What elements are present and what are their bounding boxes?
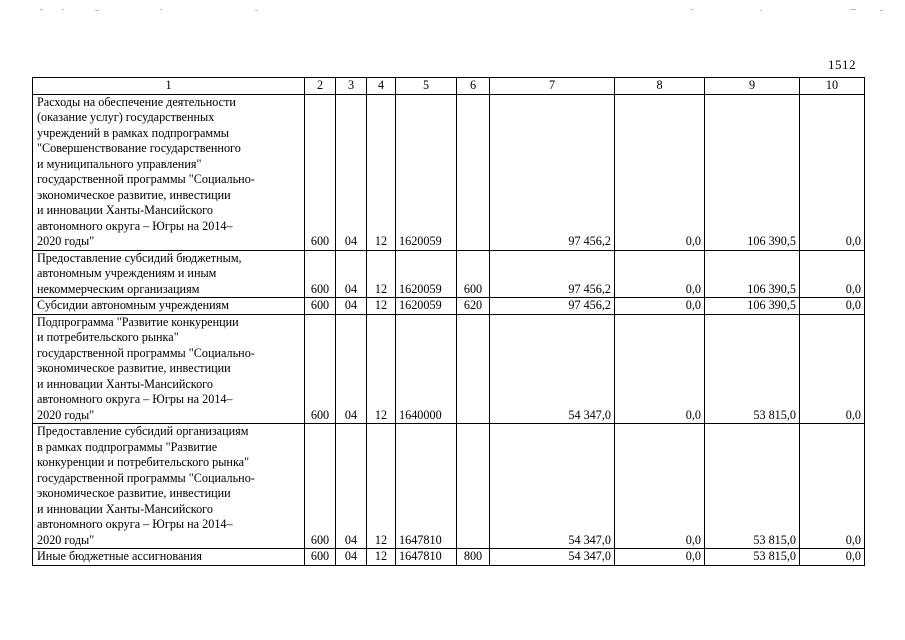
cell-section: 04 — [336, 250, 367, 298]
cell-amount: 0,0 — [800, 424, 865, 549]
column-header: 10 — [800, 78, 865, 95]
description-line: государственной программы "Социально- — [37, 345, 255, 360]
cell-amount: 54 347,0 — [490, 549, 615, 566]
cell-subsection: 12 — [367, 298, 396, 315]
cell-amount: 53 815,0 — [705, 549, 800, 566]
description-line: 2020 годы" — [37, 234, 95, 248]
cell-description — [33, 424, 305, 549]
cell-admin-code: 600 — [305, 250, 336, 298]
cell-expense-type: 620 — [457, 298, 490, 315]
description-line: Субсидии автономным учреждениям — [37, 298, 229, 312]
cell-admin-code: 600 — [305, 94, 336, 250]
cell-section: 04 — [336, 424, 367, 549]
column-header: 9 — [705, 78, 800, 95]
cell-description — [33, 298, 305, 315]
description-line: конкуренции и потребительского рынка" — [37, 455, 250, 469]
cell-admin-code: 600 — [305, 424, 336, 549]
cell-subsection: 12 — [367, 94, 396, 250]
column-header: 1 — [33, 78, 305, 95]
cell-target-article: 1620059 — [396, 250, 457, 298]
cell-amount: 97 456,2 — [490, 94, 615, 250]
cell-expense-type — [457, 424, 490, 549]
description-line: автономного округа – Югры на 2014– — [37, 218, 233, 233]
cell-amount: 106 390,5 — [705, 94, 800, 250]
cell-amount: 0,0 — [800, 549, 865, 566]
cell-description — [33, 549, 305, 566]
cell-expense-type — [457, 314, 490, 424]
description-line: Иные бюджетные ассигнования — [37, 549, 203, 563]
description-line: государственной программы "Социально- — [37, 470, 255, 485]
description-line: автономного округа – Югры на 2014– — [37, 392, 233, 406]
cell-admin-code: 600 — [305, 549, 336, 566]
description-line: и инновации Ханты-Мансийского — [37, 376, 213, 391]
description-line: в рамках подпрограммы "Развитие — [37, 439, 218, 454]
column-header: 3 — [336, 78, 367, 95]
description-line: "Совершенствование государственного — [37, 141, 241, 155]
column-header: 7 — [490, 78, 615, 95]
description-line: экономическое развитие, инвестиции — [37, 361, 231, 375]
cell-amount: 106 390,5 — [705, 298, 800, 315]
description-line: автономного округа – Югры на 2014– — [37, 517, 233, 531]
cell-amount: 54 347,0 — [490, 314, 615, 424]
column-header: 4 — [367, 78, 396, 95]
table-row — [33, 424, 865, 549]
column-header: 8 — [615, 78, 705, 95]
cell-expense-type: 800 — [457, 549, 490, 566]
description-line: и муниципального управления" — [37, 156, 202, 171]
table-row — [33, 298, 865, 315]
description-line: Предоставление субсидий бюджетным, — [37, 250, 242, 265]
cell-amount: 97 456,2 — [490, 298, 615, 315]
description-line: 2020 годы" — [37, 407, 95, 422]
description-line: 2020 годы" — [37, 532, 95, 547]
description-line: учреждений в рамках подпрограммы — [37, 125, 229, 140]
cell-expense-type — [457, 94, 490, 250]
cell-amount: 0,0 — [615, 250, 705, 298]
cell-section: 04 — [336, 298, 367, 315]
description-line: некоммерческим организациям — [37, 281, 200, 296]
description-line: (оказание услуг) государственных — [37, 110, 215, 124]
cell-amount: 0,0 — [615, 94, 705, 250]
cell-admin-code: 600 — [305, 298, 336, 315]
cell-admin-code: 600 — [305, 314, 336, 424]
description-line: экономическое развитие, инвестиции — [37, 187, 231, 202]
cell-amount: 97 456,2 — [490, 250, 615, 298]
cell-description — [33, 314, 305, 424]
table-row — [33, 549, 865, 566]
cell-target-article: 1620059 — [396, 94, 457, 250]
budget-table — [32, 77, 865, 566]
cell-target-article: 1620059 — [396, 298, 457, 315]
cell-target-article: 1647810 — [396, 424, 457, 549]
scan-noise — [0, 8, 905, 12]
table-row — [33, 250, 865, 298]
description-line: и инновации Ханты-Мансийского — [37, 203, 213, 217]
description-line: Подпрограмма "Развитие конкуренции — [37, 314, 239, 329]
cell-amount: 53 815,0 — [705, 424, 800, 549]
description-line: Предоставление субсидий организациям — [37, 424, 249, 438]
description-line: государственной программы "Социально- — [37, 172, 255, 186]
cell-amount: 106 390,5 — [705, 250, 800, 298]
cell-amount: 0,0 — [800, 298, 865, 315]
cell-amount: 0,0 — [800, 94, 865, 250]
cell-amount: 0,0 — [800, 314, 865, 424]
cell-description — [33, 94, 305, 250]
description-line: автономным учреждениям и иным — [37, 266, 217, 280]
description-line: и инновации Ханты-Мансийского — [37, 501, 213, 516]
description-line: экономическое развитие, инвестиции — [37, 486, 231, 500]
column-header: 6 — [457, 78, 490, 95]
cell-section: 04 — [336, 94, 367, 250]
cell-amount: 54 347,0 — [490, 424, 615, 549]
cell-amount: 53 815,0 — [705, 314, 800, 424]
cell-subsection: 12 — [367, 424, 396, 549]
table-row — [33, 314, 865, 424]
column-header: 2 — [305, 78, 336, 95]
description-line: Расходы на обеспечение деятельности — [37, 94, 236, 109]
cell-target-article: 1640000 — [396, 314, 457, 424]
cell-amount: 0,0 — [800, 250, 865, 298]
cell-amount: 0,0 — [615, 314, 705, 424]
cell-subsection: 12 — [367, 314, 396, 424]
cell-section: 04 — [336, 549, 367, 566]
cell-amount: 0,0 — [615, 298, 705, 315]
cell-expense-type: 600 — [457, 250, 490, 298]
table-row — [33, 94, 865, 250]
cell-section: 04 — [336, 314, 367, 424]
column-header: 5 — [396, 78, 457, 95]
description-line: и потребительского рынка" — [37, 330, 179, 344]
page-number: 1512 — [828, 57, 856, 72]
cell-target-article: 1647810 — [396, 549, 457, 566]
header-row — [33, 78, 865, 95]
cell-subsection: 12 — [367, 549, 396, 566]
cell-description — [33, 250, 305, 298]
cell-amount: 0,0 — [615, 424, 705, 549]
cell-subsection: 12 — [367, 250, 396, 298]
cell-amount: 0,0 — [615, 549, 705, 566]
